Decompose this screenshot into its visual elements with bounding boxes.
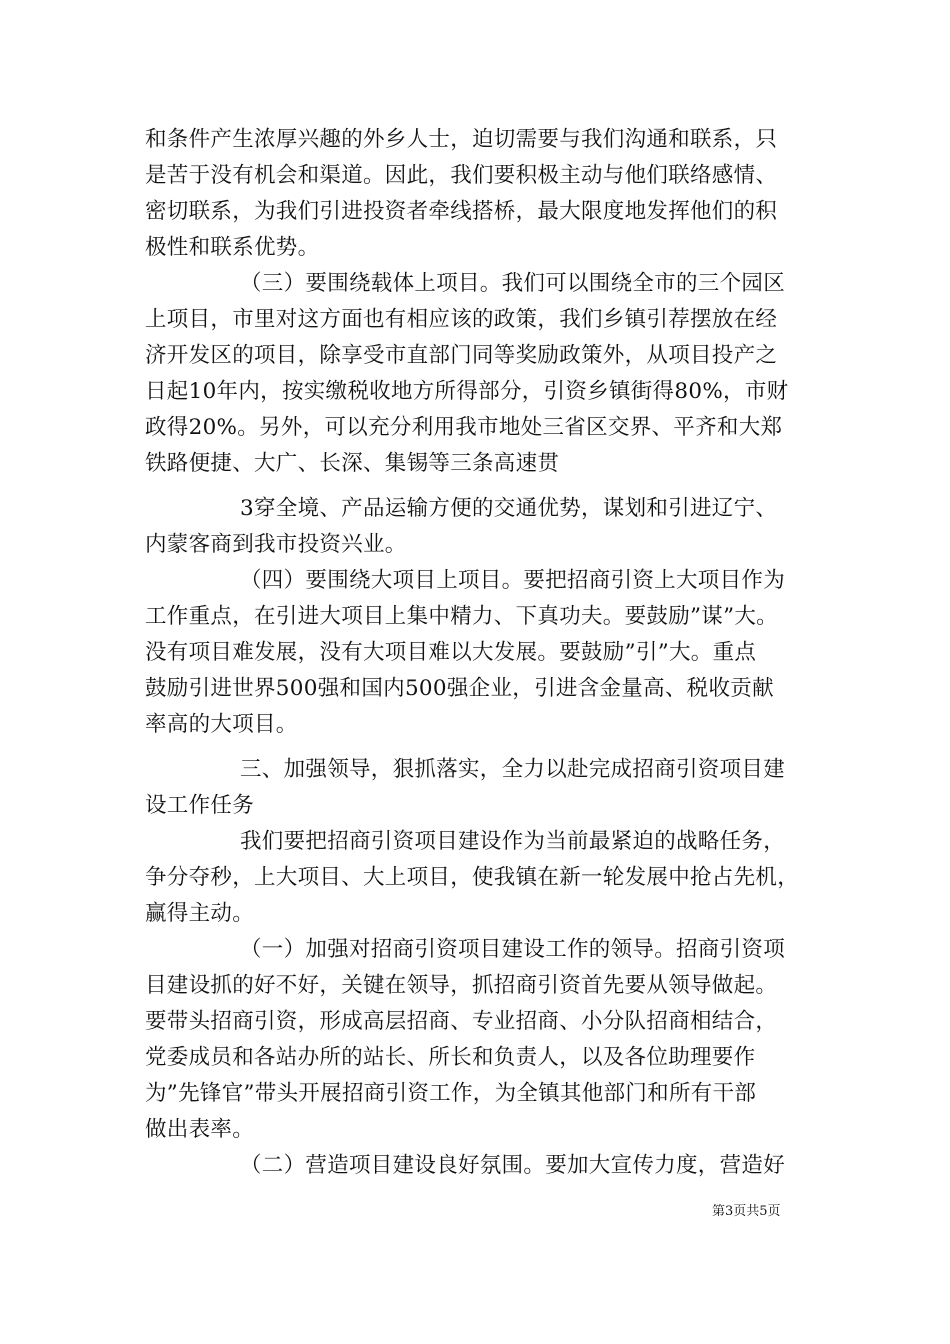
text-line: 3穿全境、产品运输方便的交通优势，谋划和引进辽宁、 bbox=[240, 496, 778, 521]
text-line: 目建设抓的好不好，关键在领导，抓招商引资首先要从领导做起。 bbox=[145, 973, 778, 998]
text-line: 率高的大项目。 bbox=[145, 712, 298, 737]
text-line: 鼓励引进世界500强和国内500强企业，引进含金量高、税收贡献 bbox=[145, 676, 774, 701]
text-line: 密切联系，为我们引进投资者牵线搭桥，最大限度地发挥他们的积 bbox=[145, 199, 778, 224]
text-line: 争分夺秒，上大项目、大上项目，使我镇在新一轮发展中抢占先机， bbox=[145, 865, 800, 890]
text-line: 设工作任务 bbox=[145, 793, 255, 818]
text-line: 没有项目难发展，没有大项目难以大发展。要鼓励”引”大。重点 bbox=[145, 640, 757, 665]
text-line: 三、加强领导，狠抓落实，全力以赴完成招商引资项目建 bbox=[240, 757, 786, 782]
text-line: 赢得主动。 bbox=[145, 901, 255, 926]
text-line: 党委成员和各站办所的站长、所长和负责人，以及各位助理要作 bbox=[145, 1045, 756, 1070]
text-line: （四）要围绕大项目上项目。要把招商引资上大项目作为 bbox=[240, 568, 786, 593]
text-line: 是苦于没有机会和渠道。因此，我们要积极主动与他们联络感情、 bbox=[145, 163, 778, 188]
text-line: （三）要围绕载体上项目。我们可以围绕全市的三个园区 bbox=[240, 271, 786, 296]
text-line: 上项目，市里对这方面也有相应该的政策，我们乡镇引荐摆放在经 bbox=[145, 307, 778, 332]
page-number: 第3页共5页 bbox=[712, 1204, 781, 1219]
text-line: 我们要把招商引资项目建设作为当前最紧迫的战略任务， bbox=[240, 829, 786, 854]
text-line: 极性和联系优势。 bbox=[145, 235, 320, 260]
text-line: 做出表率。 bbox=[145, 1117, 255, 1142]
text-line: 内蒙客商到我市投资兴业。 bbox=[145, 532, 407, 557]
text-line: （二）营造项目建设良好氛围。要加大宣传力度，营造好 bbox=[240, 1153, 786, 1178]
text-line: 工作重点，在引进大项目上集中精力、下真功夫。要鼓励”谋”大。 bbox=[145, 604, 778, 629]
text-line: （一）加强对招商引资项目建设工作的领导。招商引资项 bbox=[240, 937, 786, 962]
text-line: 日起10年内，按实缴税收地方所得部分，引资乡镇街得80%，市财 bbox=[145, 379, 789, 404]
text-line: 为”先锋官”带头开展招商引资工作，为全镇其他部门和所有干部 bbox=[145, 1081, 757, 1106]
text-line: 济开发区的项目，除享受市直部门同等奖励政策外，从项目投产之 bbox=[145, 343, 778, 368]
text-line: 政得20%。另外，可以充分利用我市地处三省区交界、平齐和大郑 bbox=[145, 415, 783, 440]
text-line: 和条件产生浓厚兴趣的外乡人士，迫切需要与我们沟通和联系，只 bbox=[145, 127, 778, 152]
text-line: 要带头招商引资，形成高层招商、专业招商、小分队招商相结合， bbox=[145, 1009, 778, 1034]
text-line: 铁路便捷、大广、长深、集锡等三条高速贯 bbox=[145, 451, 560, 476]
